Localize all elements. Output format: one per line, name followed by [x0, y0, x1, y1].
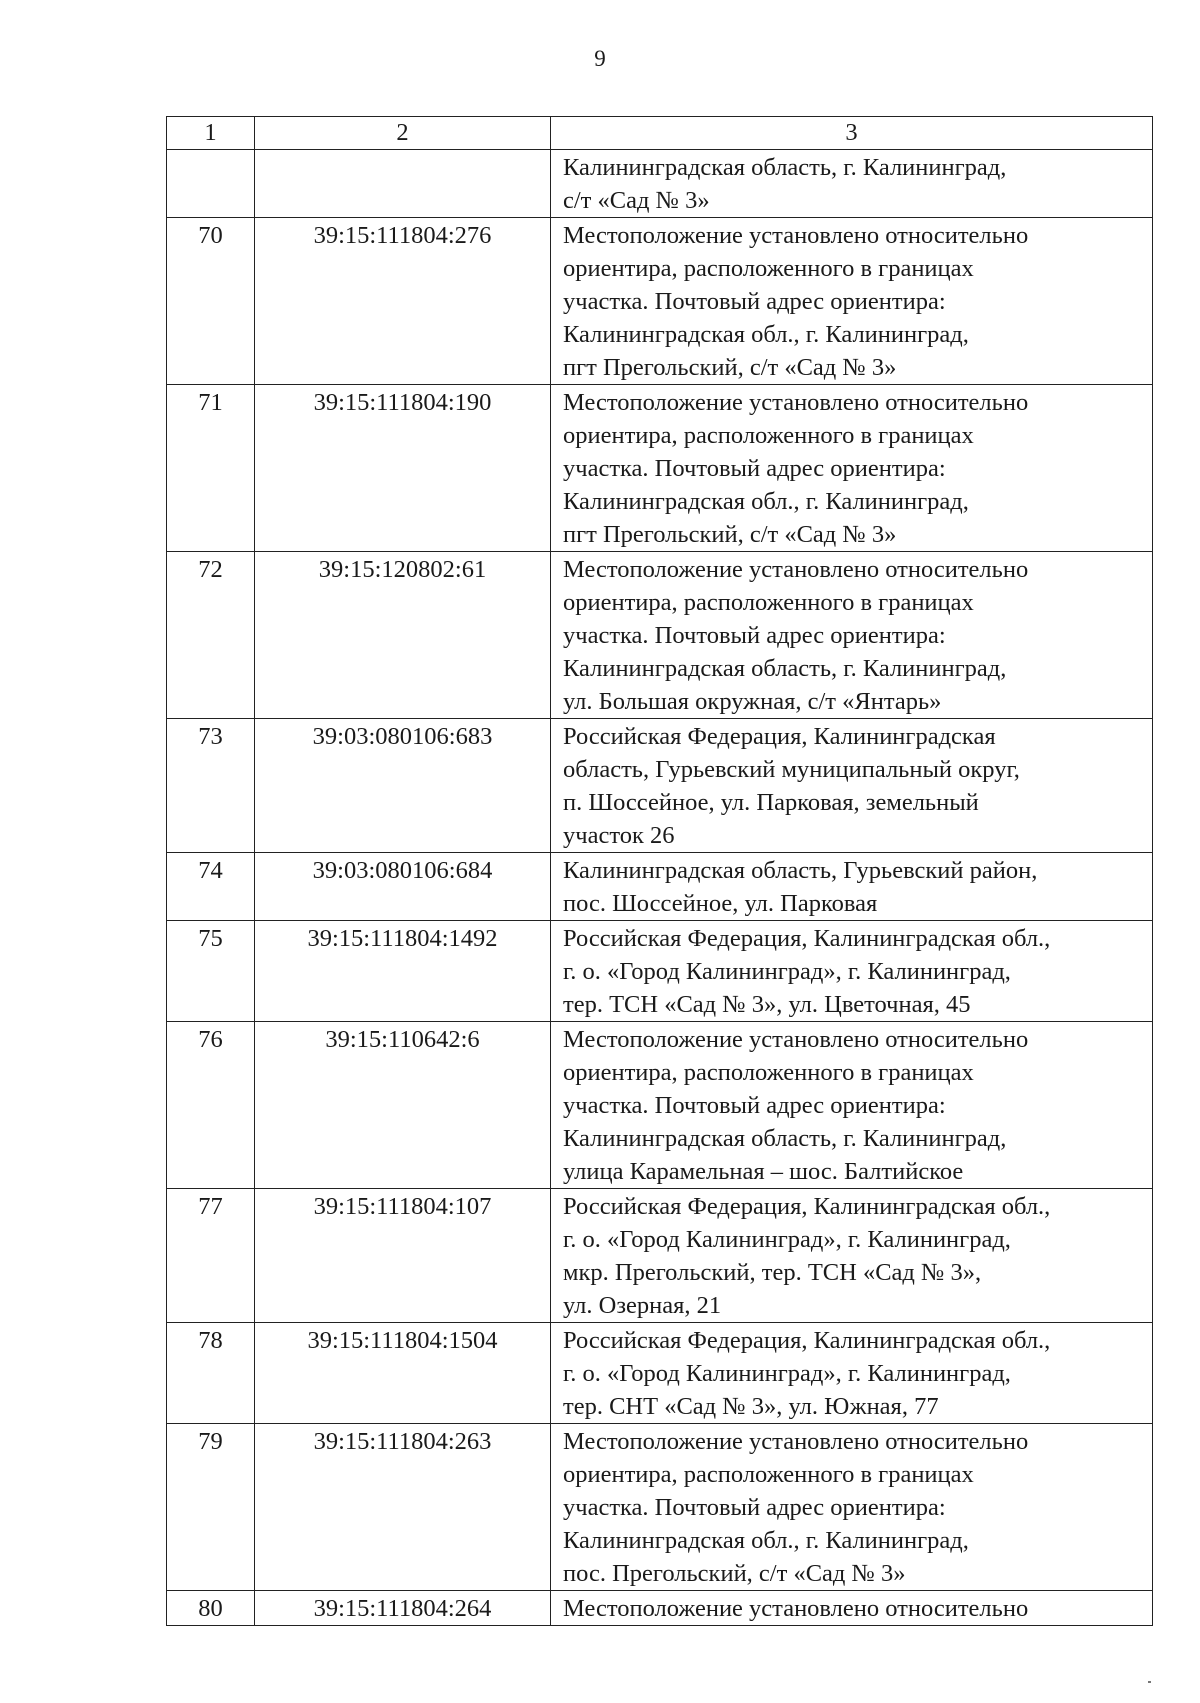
table-row [167, 1323, 1153, 1424]
address-line: ул. Озерная, 21 [563, 1292, 722, 1319]
header-cell-cadastral: 2 [255, 117, 551, 150]
address-line: пос. Шоссейное, ул. Парковая [563, 890, 878, 917]
address-line: улица Карамельная – шос. Балтийское [563, 1158, 964, 1185]
address-line: Калининградская область, г. Калининград, [563, 1125, 1007, 1152]
table-row [167, 1189, 1153, 1323]
row-number-cell: 71 [167, 385, 255, 552]
address-line: с/т «Сад № 3» [563, 187, 710, 214]
address-line: участка. Почтовый адрес ориентира: [563, 622, 946, 649]
address-line: ориентира, расположенного в границах [563, 589, 974, 616]
address-line: Местоположение установлено относительно [563, 1595, 1029, 1622]
row-number-cell: 70 [167, 218, 255, 385]
address-line: Российская Федерация, Калининградская обл., [563, 1193, 1051, 1220]
table-row [167, 921, 1153, 1022]
address-line: Калининградская обл., г. Калининград, [563, 321, 969, 348]
address-cell [551, 1424, 1153, 1591]
address-cell [551, 1189, 1153, 1323]
address-line: пгт Прегольский, с/т «Сад № 3» [563, 521, 897, 548]
row-number-cell: 73 [167, 719, 255, 853]
address-line: участка. Почтовый адрес ориентира: [563, 288, 946, 315]
cadastral-number-cell: 39:03:080106:684 [255, 853, 551, 921]
row-number-cell: 80 [167, 1591, 255, 1626]
cadastral-number-cell: 39:15:120802:61 [255, 552, 551, 719]
address-line: г. о. «Город Калининград», г. Калининград, [563, 958, 1011, 985]
address-line: участка. Почтовый адрес ориентира: [563, 1494, 946, 1521]
table-row [167, 1591, 1153, 1626]
address-line: Калининградская область, г. Калининград, [563, 655, 1007, 682]
table-row [167, 853, 1153, 921]
address-cell [551, 921, 1153, 1022]
address-line: Местоположение установлено относительно [563, 1428, 1029, 1455]
address-line: участка. Почтовый адрес ориентира: [563, 455, 946, 482]
address-line: ул. Большая окружная, с/т «Янтарь» [563, 688, 942, 715]
cadastral-number-cell: 39:15:111804:1492 [255, 921, 551, 1022]
cadastral-number-cell: 39:15:111804:263 [255, 1424, 551, 1591]
address-line: п. Шоссейное, ул. Парковая, земельный [563, 789, 979, 816]
address-line: Калининградская обл., г. Калининград, [563, 1527, 969, 1554]
address-cell [551, 385, 1153, 552]
address-line: мкр. Прегольский, тер. ТСН «Сад № 3», [563, 1259, 982, 1286]
address-line: ориентира, расположенного в границах [563, 422, 974, 449]
cadastral-number-cell: 39:03:080106:683 [255, 719, 551, 853]
address-cell [551, 218, 1153, 385]
table-header-row [167, 117, 1153, 150]
table-row [167, 552, 1153, 719]
address-line: участка. Почтовый адрес ориентира: [563, 1092, 946, 1119]
row-number-cell: 74 [167, 853, 255, 921]
address-cell [551, 150, 1153, 218]
address-line: Российская Федерация, Калининградская обл., [563, 1327, 1051, 1354]
address-line: г. о. «Город Калининград», г. Калининград, [563, 1226, 1011, 1253]
address-line: г. о. «Город Калининград», г. Калининград, [563, 1360, 1011, 1387]
row-number-cell: 72 [167, 552, 255, 719]
address-line: Местоположение установлено относительно [563, 389, 1029, 416]
address-cell [551, 1022, 1153, 1189]
cadastral-number-cell: 39:15:111804:1504 [255, 1323, 551, 1424]
address-cell [551, 1323, 1153, 1424]
table-row [167, 385, 1153, 552]
address-line: Местоположение установлено относительно [563, 556, 1029, 583]
address-line: Местоположение установлено относительно [563, 222, 1029, 249]
address-line: Местоположение установлено относительно [563, 1026, 1029, 1053]
table-row [167, 218, 1153, 385]
row-number-cell: 79 [167, 1424, 255, 1591]
address-cell [551, 719, 1153, 853]
address-line: Российская Федерация, Калининградская обл., [563, 925, 1051, 952]
table-row [167, 1424, 1153, 1591]
address-line: пос. Прегольский, с/т «Сад № 3» [563, 1560, 906, 1587]
header-cell-number: 1 [167, 117, 255, 150]
address-cell [551, 552, 1153, 719]
row-number-cell: 77 [167, 1189, 255, 1323]
address-line: ориентира, расположенного в границах [563, 1059, 974, 1086]
address-cell [551, 1591, 1153, 1626]
row-number-cell [167, 150, 255, 218]
cadastral-number-cell: 39:15:111804:276 [255, 218, 551, 385]
address-cell [551, 853, 1153, 921]
cadastral-number-cell: 39:15:111804:264 [255, 1591, 551, 1626]
address-line: ориентира, расположенного в границах [563, 1461, 974, 1488]
address-line: ориентира, расположенного в границах [563, 255, 974, 282]
cadastral-number-cell: 39:15:111804:190 [255, 385, 551, 552]
row-number-cell: 75 [167, 921, 255, 1022]
scan-artifact-dot [1148, 1681, 1151, 1683]
cadastral-number-cell [255, 150, 551, 218]
table-row [167, 1022, 1153, 1189]
land-plots-table [166, 116, 1153, 1626]
address-line: Российская Федерация, Калининградская [563, 723, 996, 750]
address-line: Калининградская область, Гурьевский район, [563, 857, 1038, 884]
cadastral-number-cell: 39:15:110642:6 [255, 1022, 551, 1189]
table-row [167, 150, 1153, 218]
address-line: тер. СНТ «Сад № 3», ул. Южная, 77 [563, 1393, 939, 1420]
cadastral-number-cell: 39:15:111804:107 [255, 1189, 551, 1323]
table-row [167, 719, 1153, 853]
address-line: область, Гурьевский муниципальный округ, [563, 756, 1020, 783]
address-line: пгт Прегольский, с/т «Сад № 3» [563, 354, 897, 381]
table-body [167, 117, 1153, 1626]
address-line: Калининградская обл., г. Калининград, [563, 488, 969, 515]
address-line: тер. ТСН «Сад № 3», ул. Цветочная, 45 [563, 991, 971, 1018]
page-number: 9 [594, 46, 606, 71]
row-number-cell: 78 [167, 1323, 255, 1424]
row-number-cell: 76 [167, 1022, 255, 1189]
header-cell-address: 3 [551, 117, 1153, 150]
address-line: Калининградская область, г. Калининград, [563, 154, 1007, 181]
address-line: участок 26 [563, 822, 675, 849]
